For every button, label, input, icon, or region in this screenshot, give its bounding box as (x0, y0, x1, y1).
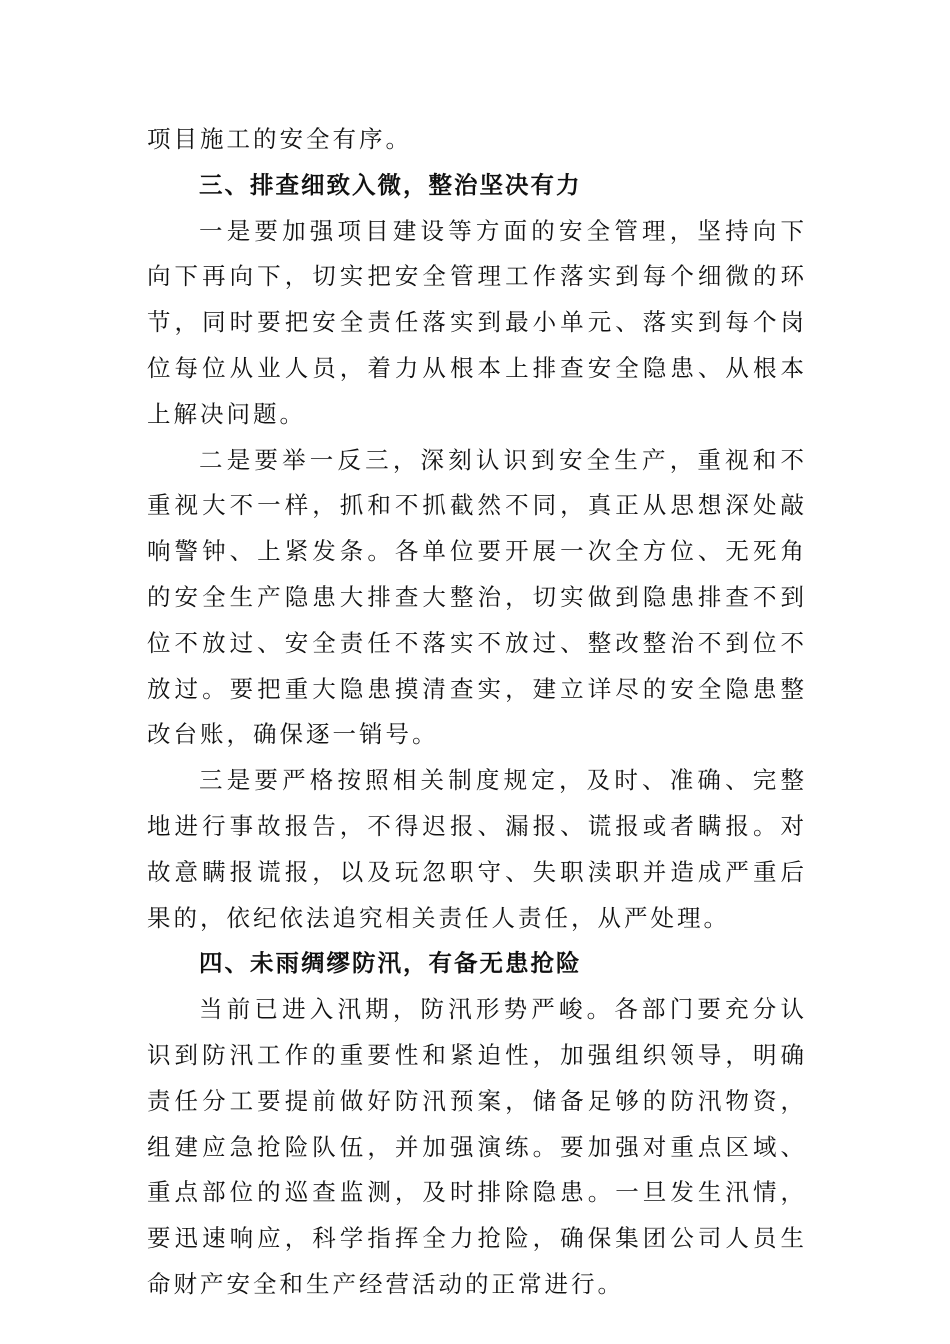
paragraph-continuation: 项目施工的安全有序。 (147, 125, 412, 153)
paragraph-accident-reporting: 三是要严格按照相关制度规定，及时、准确、完整地进行事故报告，不得迟报、漏报、谎报或者瞒报。对故意瞒报谎报，以及玩忽职守、失职渎职并造成严重后果的，依纪依法追究相关责任人责任，从严处理。 (147, 766, 807, 932)
section-heading-four: 四、未雨绸缪防汛，有备无患抢险 (199, 949, 582, 978)
section-heading-three: 三、排查细致入微，整治坚决有力 (199, 170, 582, 199)
paragraph-safety-management: 一是要加强项目建设等方面的安全管理，坚持向下向下再向下，切实把安全管理工作落实到每个细微的环节，同时要把安全责任落实到最小单元、落实到每个岗位每位从业人员，着力从根本上排查安全隐患、从根本上解决问题。 (147, 216, 807, 428)
document-body (147, 117, 807, 1308)
paragraph-flood-prevention: 当前已进入汛期，防汛形势严峻。各部门要充分认识到防汛工作的重要性和紧迫性，加强组织领导，明确责任分工要提前做好防汛预案，储备足够的防汛物资，组建应急抢险队伍，并加强演练。要加强对重点区域、重点部位的巡查监测，及时排除隐患。一旦发生汛情，要迅速响应，科学指挥全力抢险，确保集团公司人员生命财产安全和生产经营活动的正常进行。 (147, 995, 807, 1298)
paragraph-hazard-inspection: 二是要举一反三，深刻认识到安全生产，重视和不重视大不一样，抓和不抓截然不同，真正从思想深处敲响警钟、上紧发条。各单位要开展一次全方位、无死角的安全生产隐患大排查大整治，切实做到隐患排查不到位不放过、安全责任不落实不放过、整改整治不到位不放过。要把重大隐患摸清查实，建立详尽的安全隐患整改台账，确保逐一销号。 (147, 445, 807, 749)
